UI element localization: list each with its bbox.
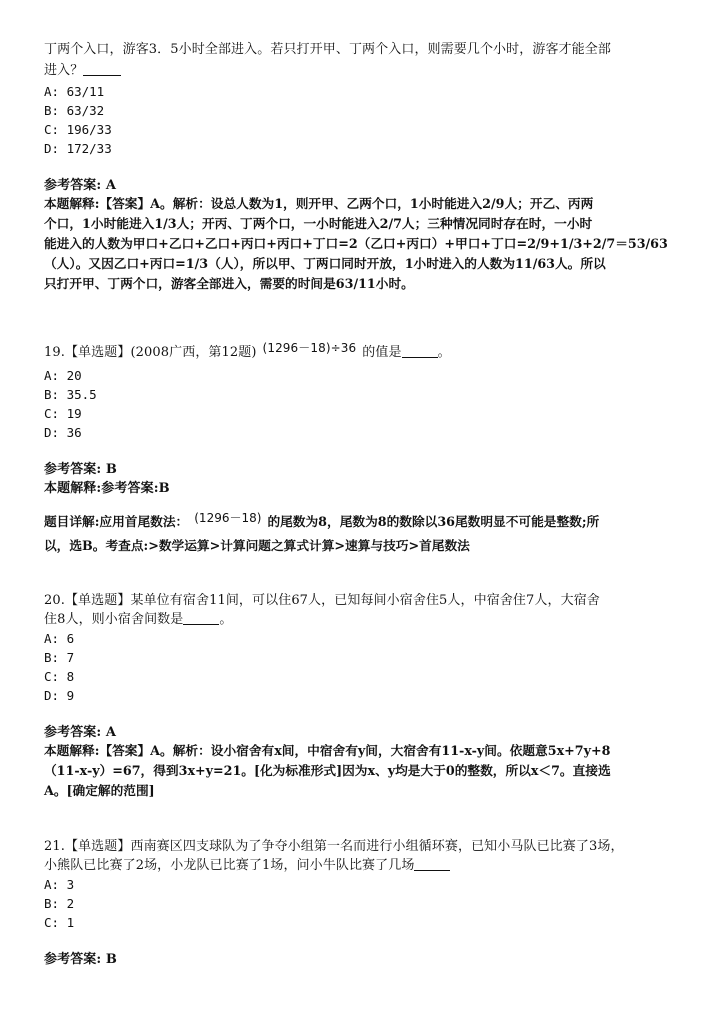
- q18-text-line1: 丁两个入口，游客3．5小时全部进入。若只打开甲、丁两个入口，则需要几个小时，游客才能全部: [44, 42, 611, 57]
- q18-answer: 参考答案: A: [44, 178, 117, 193]
- q21-option-a: A: 3: [44, 877, 75, 892]
- q20-text-line1: 20.【单选题】某单位有宿舍11间，可以住67人，已知每间小宿舍住5人，中宿舍住7人，大宿舍: [44, 593, 600, 608]
- q19-option-a: A: 20: [44, 368, 82, 383]
- q18-explanation-line1: 本题解释:【答案】A。解析：设总人数为1，则开甲、乙两个口，1小时能进入2/9人；开乙、丙两: [44, 196, 594, 211]
- q19-option-d: D: 36: [44, 425, 82, 440]
- q19-option-c: C: 19: [44, 406, 82, 421]
- q19-stem: 19.【单选题】(2008广西，第12题) (1296－18)÷36 的值是 。: [44, 338, 680, 363]
- q20-answer: 参考答案: A: [44, 725, 117, 740]
- q19-detail-line1: 题目详解:应用首尾数法： (1296－18) 的尾数为8，尾数为8的数除以36尾数明显不可能是整数;所: [44, 508, 680, 532]
- q19-option-b: B: 35.5: [44, 387, 97, 402]
- q21-text-line2: 小熊队已比赛了2场，小龙队已比赛了1场，问小牛队比赛了几场: [44, 856, 680, 876]
- q20-option-c: C: 8: [44, 669, 75, 684]
- q18-option-d: D: 172/33: [44, 141, 112, 156]
- q20-explanation-line1: 本题解释:【答案】A。解析：设小宿舍有x间，中宿舍有y间，大宿舍有11-x-y间。依题意5x+7y+8: [44, 743, 611, 758]
- q19-expression: (1296－18)÷36: [262, 341, 357, 355]
- q21-option-c: C: 1: [44, 915, 75, 930]
- q18-option-c: C: 196/33: [44, 122, 112, 137]
- q18-explanation-line3: 能进入的人数为甲口+乙口+乙口+丙口+丙口+丁口=2（乙口+丙口）+甲口+丁口=2/9+1/3+2/7＝53/63: [44, 236, 668, 251]
- q20-explanation-line2: （11-x-y）=67，得到3x+y=21。[化为标准形式]因为x、y均是大于0的整数，所以x＜7。直接选: [44, 763, 611, 778]
- q18-option-b: B: 63/32: [44, 103, 105, 118]
- q20-option-a: A: 6: [44, 631, 75, 646]
- answer-blank: [83, 61, 121, 76]
- q19-detail-line2: 以，选B。考查点:>数学运算>计算问题之算式计算>速算与技巧>首尾数法: [44, 538, 470, 553]
- q20-explanation-line3: A。[确定解的范围]: [44, 783, 155, 798]
- answer-blank: [402, 343, 438, 358]
- q18-explanation-line2: 个口，1小时能进入1/3人；开丙、丁两个口，一小时能进入2/7人；三种情况同时存在时，一小时: [44, 216, 593, 231]
- q19-answer: 参考答案: B: [44, 462, 118, 477]
- q20-option-b: B: 7: [44, 650, 75, 665]
- answer-blank: [414, 856, 450, 871]
- q18-explanation-line4: （人）。又因乙口+丙口=1/3（人），所以甲、丁两口同时开放，1小时进入的人数为11/63人。所以: [44, 256, 606, 271]
- q20-text-line2: 住8人，则小宿舍间数是 。: [44, 612, 233, 627]
- q21-text-line1: 21.【单选题】西南赛区四支球队为了争夺小组第一名而进行小组循环赛，已知小马队已比赛了3场，: [44, 839, 624, 854]
- answer-blank: [183, 610, 219, 625]
- q21-option-b: B: 2: [44, 896, 75, 911]
- q19-explanation: 本题解释:参考答案:B: [44, 481, 170, 496]
- q18-option-a: A: 63/11: [44, 84, 105, 99]
- q18-text-line2: 进入？: [44, 61, 680, 81]
- q20-option-d: D: 9: [44, 688, 75, 703]
- q18-explanation-line5: 只打开甲、丁两个口，游客全部进入，需要的时间是63/11小时。: [44, 276, 414, 291]
- q21-answer: 参考答案: B: [44, 952, 118, 967]
- q19-detail-expression: (1296－18): [194, 511, 262, 525]
